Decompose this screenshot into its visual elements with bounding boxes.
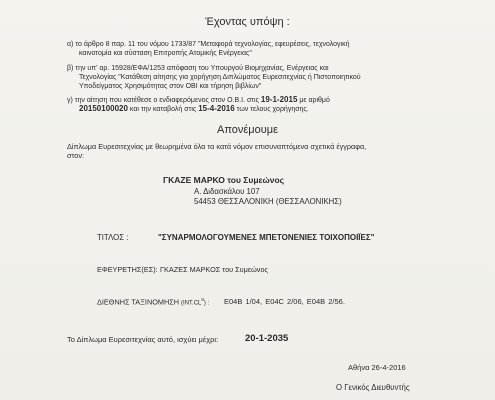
ipc-label: [97, 297, 209, 306]
fee-payment-date: 15-4-2016: [198, 104, 235, 113]
ipc-label-sub: (INT.CL: [181, 300, 202, 307]
ipc-label-sup: 8: [201, 297, 204, 302]
clause-c-text1: γ) την αίτηση που κατέθεσε ο ενδιαφερόμενος στον Ο.Β.Ι. στις: [67, 97, 261, 104]
award-heading: Απονέμουμε: [216, 124, 278, 136]
clause-c-text3: και την καταβολή στις: [127, 106, 199, 113]
ipc-label-close: ) :: [203, 300, 210, 307]
ipc-label-text: ΔΙΕΘΝΗΣ ΤΑΞΙΝΟΜΗΣΗ: [97, 297, 180, 307]
title-label: ΤΙΤΛΟΣ :: [97, 233, 129, 242]
inventors-label: ΕΦΕΥΡΕΤΗΣ(ΕΣ):: [97, 265, 158, 274]
recipient-street: Α. Διδασκάλου 107: [194, 187, 260, 196]
signer-title: Ο Γενικός Διευθυντής: [336, 383, 410, 392]
title-value: "ΣΥΝΑΡΜΟΛΟΓΟΥΜΕΝΕΣ ΜΠΕΤΟΝΕΝΙΕΣ ΤΟΙΧΟΠΟΙΪΕΣ": [158, 233, 375, 242]
clause-c-text2: με αριθμό: [297, 97, 330, 104]
clause-b-line2: Τεχνολογίας "Κατάθεση αίτησης για χορήγηση Διπλώματος Ευρεσιτεχνίας ή Πιστοποιητικού: [79, 74, 361, 81]
clause-b-line1: β) την υπ' αρ. 15928/ΕΦΑ/1253 απόφαση του Υπουργού Βιομηχανίας, Ενέργειας και: [67, 65, 329, 72]
recipient-name: ΓΚΑΖΕ ΜΑΡΚΟ του Συμεώνος: [163, 175, 285, 185]
award-line1: Δίπλωμα Ευρεσιτεχνίας με θεωρημένα όλα τα κατά νόμον επισυναπτόμενα σχετικά έγγραφα,: [67, 142, 367, 151]
clause-a-line2: καινοτομία και σύσταση Επιτροπής Ατομικής Ενέργειας": [79, 50, 252, 57]
clause-a-line1: α) το άρθρο 8 παρ. 11 του νόμου 1733/87 "Μεταφορά τεχνολογίας, εφευρέσεις, τεχνολογική: [67, 41, 350, 48]
recipient-city: 54453 ΘΕΣΣΑΛΟΝΙΚΗ (ΘΕΣΣΑΛΟΝΙΚΗΣ): [194, 197, 342, 206]
validity-label: Το Δίπλωμα Ευρεσιτεχνίας αυτό, ισχύει μέχρι:: [67, 335, 219, 344]
application-date: 19-1-2015: [260, 95, 298, 104]
application-number: 20150100020: [79, 104, 128, 113]
considering-heading: Έχοντας υπόψη :: [205, 16, 290, 28]
place-text: Αθήνα: [348, 363, 372, 372]
place-date: [348, 363, 406, 372]
clause-b-line3: Υποδείγματος Χρησιμότητας στον ΟΒΙ και τήρηση βιβλίων": [79, 83, 262, 90]
clause-c-text4: των τελους χορήγησης.: [234, 106, 309, 113]
award-line2: στον:: [67, 151, 85, 160]
issue-date: 26-4-2016: [371, 363, 406, 372]
clause-c-line2: [79, 105, 309, 115]
inventors-value: ΓΚΑΖΕΣ ΜΑΡΚΟΣ του Συμεώνος: [160, 265, 269, 274]
validity-date: 20-1-2035: [245, 333, 289, 344]
ipc-value: E04B 1/04, E04C 2/06, E04B 2/56.: [224, 297, 345, 306]
